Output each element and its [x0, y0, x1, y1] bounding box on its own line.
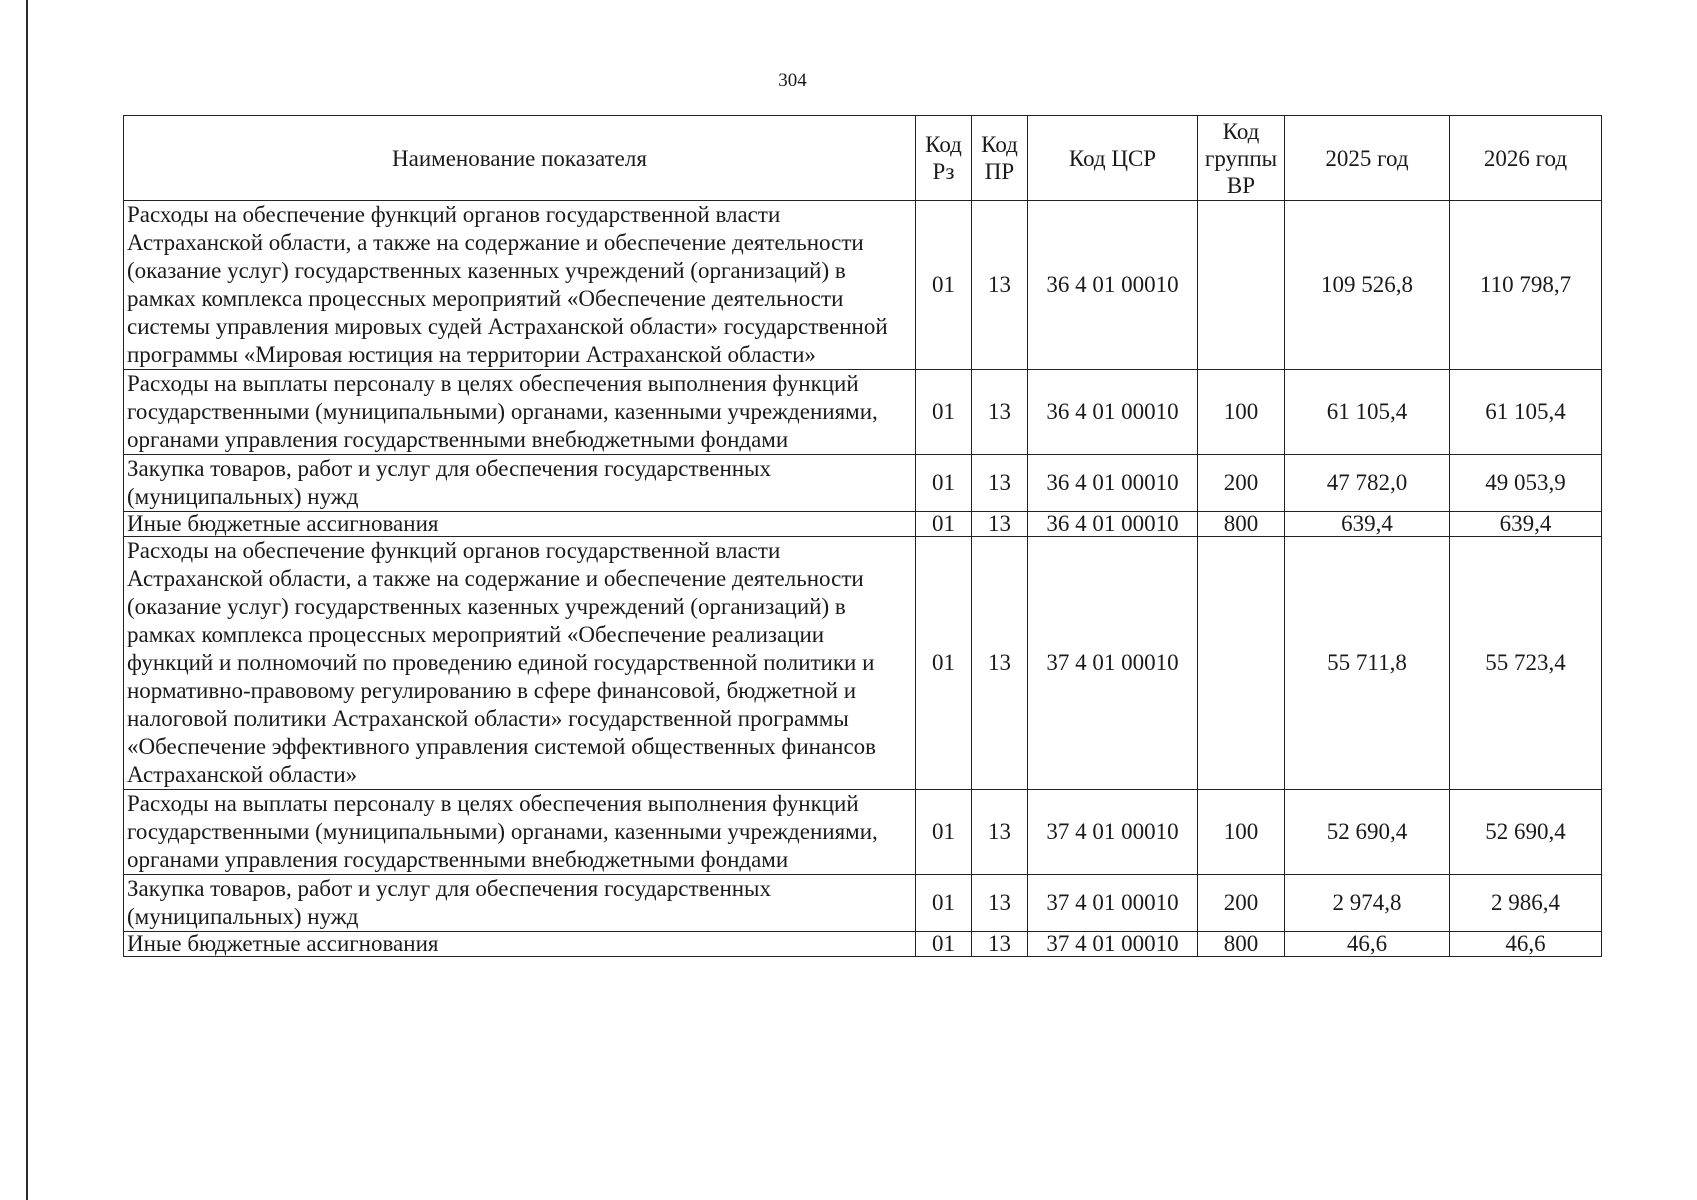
table-row: [124, 512, 1602, 537]
header-rz: Код Рз: [916, 116, 972, 201]
cell-2025: 46,6: [1285, 932, 1450, 957]
cell-name: Закупка товаров, работ и услуг для обеспечения государственных (муниципальных) нужд: [124, 875, 916, 932]
cell-name: Расходы на выплаты персоналу в целях обеспечения выполнения функций государственными (муниципальными) органами, казенными учреждениями, органами управления государственными внебюджетными фондами: [124, 790, 916, 875]
table-row: [124, 932, 1602, 957]
cell-vr: [1198, 537, 1285, 790]
cell-rz: 01: [916, 201, 972, 370]
budget-table: [123, 115, 1602, 957]
cell-name: Расходы на обеспечение функций органов государственной власти Астраханской области, а также на содержание и обеспечение деятельности (оказание услуг) государственных казенных учреждений (организаций) в рамках комплекса процессных мероприятий «Обеспечение деятельности системы управления мировых судей Астраханской области» государственной программы «Мировая юстиция на территории Астраханской области»: [124, 201, 916, 370]
cell-pr: 13: [972, 537, 1028, 790]
cell-rz: 01: [916, 537, 972, 790]
cell-csr: 37 4 01 00010: [1028, 790, 1198, 875]
cell-rz: 01: [916, 512, 972, 537]
header-2026: 2026 год: [1450, 116, 1602, 201]
cell-csr: 36 4 01 00010: [1028, 201, 1198, 370]
cell-vr: 800: [1198, 932, 1285, 957]
cell-name: Закупка товаров, работ и услуг для обеспечения государственных (муниципальных) нужд: [124, 455, 916, 512]
cell-name: Иные бюджетные ассигнования: [124, 512, 916, 537]
cell-pr: 13: [972, 512, 1028, 537]
cell-rz: 01: [916, 790, 972, 875]
cell-csr: 36 4 01 00010: [1028, 370, 1198, 455]
cell-2026: 2 986,4: [1450, 875, 1602, 932]
cell-vr: 800: [1198, 512, 1285, 537]
cell-2026: 49 053,9: [1450, 455, 1602, 512]
cell-2025: 47 782,0: [1285, 455, 1450, 512]
cell-pr: 13: [972, 201, 1028, 370]
cell-2025: 109 526,8: [1285, 201, 1450, 370]
cell-vr: 200: [1198, 875, 1285, 932]
page-number: 304: [778, 70, 807, 91]
table-row: [124, 875, 1602, 932]
cell-csr: 37 4 01 00010: [1028, 932, 1198, 957]
header-csr: Код ЦСР: [1028, 116, 1198, 201]
cell-csr: 36 4 01 00010: [1028, 455, 1198, 512]
cell-pr: 13: [972, 370, 1028, 455]
cell-pr: 13: [972, 455, 1028, 512]
cell-rz: 01: [916, 932, 972, 957]
scan-margin-line: [26, 0, 28, 1200]
cell-name: Иные бюджетные ассигнования: [124, 932, 916, 957]
cell-2026: 52 690,4: [1450, 790, 1602, 875]
cell-2025: 52 690,4: [1285, 790, 1450, 875]
header-2025: 2025 год: [1285, 116, 1450, 201]
cell-name: Расходы на обеспечение функций органов государственной власти Астраханской области, а также на содержание и обеспечение деятельности (оказание услуг) государственных казенных учреждений (организаций) в рамках комплекса процессных мероприятий «Обеспечение реализации функций и полномочий по проведению единой государственной политики и нормативно-правовому регулированию в сфере финансовой, бюджетной и налоговой политики Астраханской области» государственной программы «Обеспечение эффективного управления системой общественных финансов Астраханской области»: [124, 537, 916, 790]
cell-csr: 36 4 01 00010: [1028, 512, 1198, 537]
cell-2026: 110 798,7: [1450, 201, 1602, 370]
cell-2026: 55 723,4: [1450, 537, 1602, 790]
cell-name: Расходы на выплаты персоналу в целях обеспечения выполнения функций государственными (муниципальными) органами, казенными учреждениями, органами управления государственными внебюджетными фондами: [124, 370, 916, 455]
header-pr: Код ПР: [972, 116, 1028, 201]
cell-csr: 37 4 01 00010: [1028, 537, 1198, 790]
cell-rz: 01: [916, 455, 972, 512]
cell-vr: [1198, 201, 1285, 370]
cell-2026: 46,6: [1450, 932, 1602, 957]
table-row: [124, 201, 1602, 370]
cell-vr: 200: [1198, 455, 1285, 512]
header-name: Наименование показателя: [124, 116, 916, 201]
cell-pr: 13: [972, 932, 1028, 957]
cell-2025: 55 711,8: [1285, 537, 1450, 790]
cell-vr: 100: [1198, 370, 1285, 455]
cell-2026: 61 105,4: [1450, 370, 1602, 455]
cell-pr: 13: [972, 875, 1028, 932]
cell-vr: 100: [1198, 790, 1285, 875]
cell-rz: 01: [916, 370, 972, 455]
cell-2025: 61 105,4: [1285, 370, 1450, 455]
cell-2025: 639,4: [1285, 512, 1450, 537]
cell-2025: 2 974,8: [1285, 875, 1450, 932]
table-row: [124, 455, 1602, 512]
cell-csr: 37 4 01 00010: [1028, 875, 1198, 932]
table-row: [124, 790, 1602, 875]
table-header-row: [124, 116, 1602, 201]
cell-rz: 01: [916, 875, 972, 932]
cell-2026: 639,4: [1450, 512, 1602, 537]
table-row: [124, 370, 1602, 455]
header-vr: Код группы ВР: [1198, 116, 1285, 201]
cell-pr: 13: [972, 790, 1028, 875]
table-row: [124, 537, 1602, 790]
